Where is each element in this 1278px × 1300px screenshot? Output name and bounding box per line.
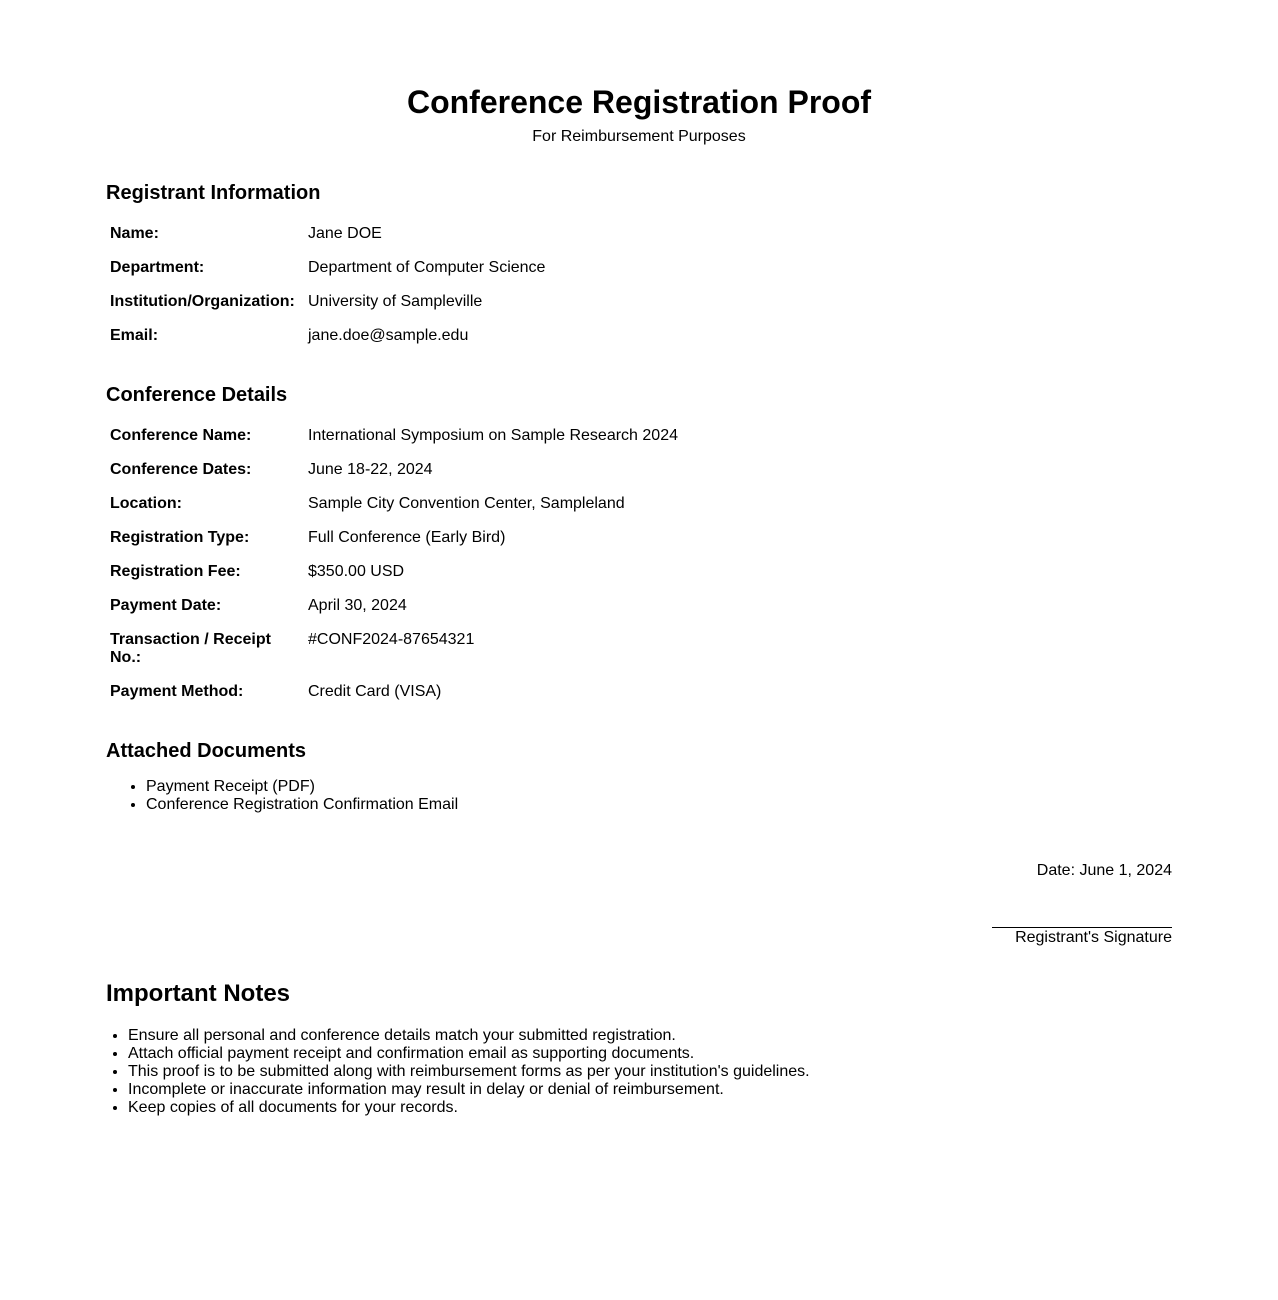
table-row xyxy=(110,631,908,679)
list-item: • Attach official payment receipt and confirmation email as supporting documents. xyxy=(128,1045,810,1063)
field-value: June 18-22, 2024 xyxy=(308,461,433,478)
document-title: Conference Registration Proof xyxy=(406,84,872,120)
field-label: Conference Dates: xyxy=(110,461,252,478)
table-row xyxy=(110,683,908,713)
field-label: Payment Date: xyxy=(110,597,222,614)
conference-section-heading: Conference Details xyxy=(106,384,288,406)
field-label: Location: xyxy=(110,495,182,512)
table-row xyxy=(110,529,908,559)
table-row xyxy=(110,293,908,323)
signature-label: Registrant's Signature xyxy=(1015,929,1172,946)
notes-heading: Important Notes xyxy=(106,980,291,1007)
field-value: Sample City Convention Center, Sampleland xyxy=(308,495,625,512)
field-value: Credit Card (VISA) xyxy=(308,683,442,700)
document-subtitle: For Reimbursement Purposes xyxy=(532,128,746,145)
field-label: Transaction / Receipt No.: xyxy=(110,631,271,666)
table-row xyxy=(110,563,908,593)
field-value: University of Sampleville xyxy=(308,293,483,310)
registrant-section-heading: Registrant Information xyxy=(106,182,321,204)
signature-line xyxy=(992,927,1172,928)
table-row xyxy=(110,259,908,289)
field-value: $350.00 USD xyxy=(308,563,405,580)
field-label: Department: xyxy=(110,259,205,276)
table-row xyxy=(110,225,908,255)
table-row xyxy=(110,427,908,457)
important-notes-list xyxy=(106,1027,810,1117)
field-value: Department of Computer Science xyxy=(308,259,546,276)
field-value: International Symposium on Sample Research 2024 xyxy=(308,427,678,444)
table-row xyxy=(110,495,908,525)
list-item: • Conference Registration Confirmation Email xyxy=(146,796,458,814)
field-label: Payment Method: xyxy=(110,683,244,700)
table-row xyxy=(110,327,908,357)
signature-date: Date: June 1, 2024 xyxy=(1036,862,1172,879)
field-value: Full Conference (Early Bird) xyxy=(308,529,506,546)
list-item: • Incomplete or inaccurate information may result in delay or denial of reimbursement. xyxy=(128,1081,810,1099)
field-label: Registration Fee: xyxy=(110,563,241,580)
list-item: • This proof is to be submitted along with reimbursement forms as per your institution's guidelines. xyxy=(128,1063,810,1081)
field-label: Conference Name: xyxy=(110,427,252,444)
field-label: Name: xyxy=(110,225,159,242)
registrant-info-table xyxy=(106,221,912,361)
field-value: #CONF2024-87654321 xyxy=(308,631,475,648)
list-item: • Keep copies of all documents for your records. xyxy=(128,1099,810,1117)
table-row xyxy=(110,597,908,627)
field-value: Jane DOE xyxy=(308,225,382,242)
field-value: April 30, 2024 xyxy=(308,597,407,614)
attachments-section-heading: Attached Documents xyxy=(106,740,307,762)
conference-details-table xyxy=(106,423,912,717)
field-label: Institution/Organization: xyxy=(110,293,295,310)
field-label: Registration Type: xyxy=(110,529,250,546)
list-item: • Ensure all personal and conference details match your submitted registration. xyxy=(128,1027,810,1045)
attached-documents-list xyxy=(106,778,458,814)
list-item: • Payment Receipt (PDF) xyxy=(146,778,458,796)
table-row xyxy=(110,461,908,491)
field-value: jane.doe@sample.edu xyxy=(308,327,469,344)
field-label: Email: xyxy=(110,327,159,344)
